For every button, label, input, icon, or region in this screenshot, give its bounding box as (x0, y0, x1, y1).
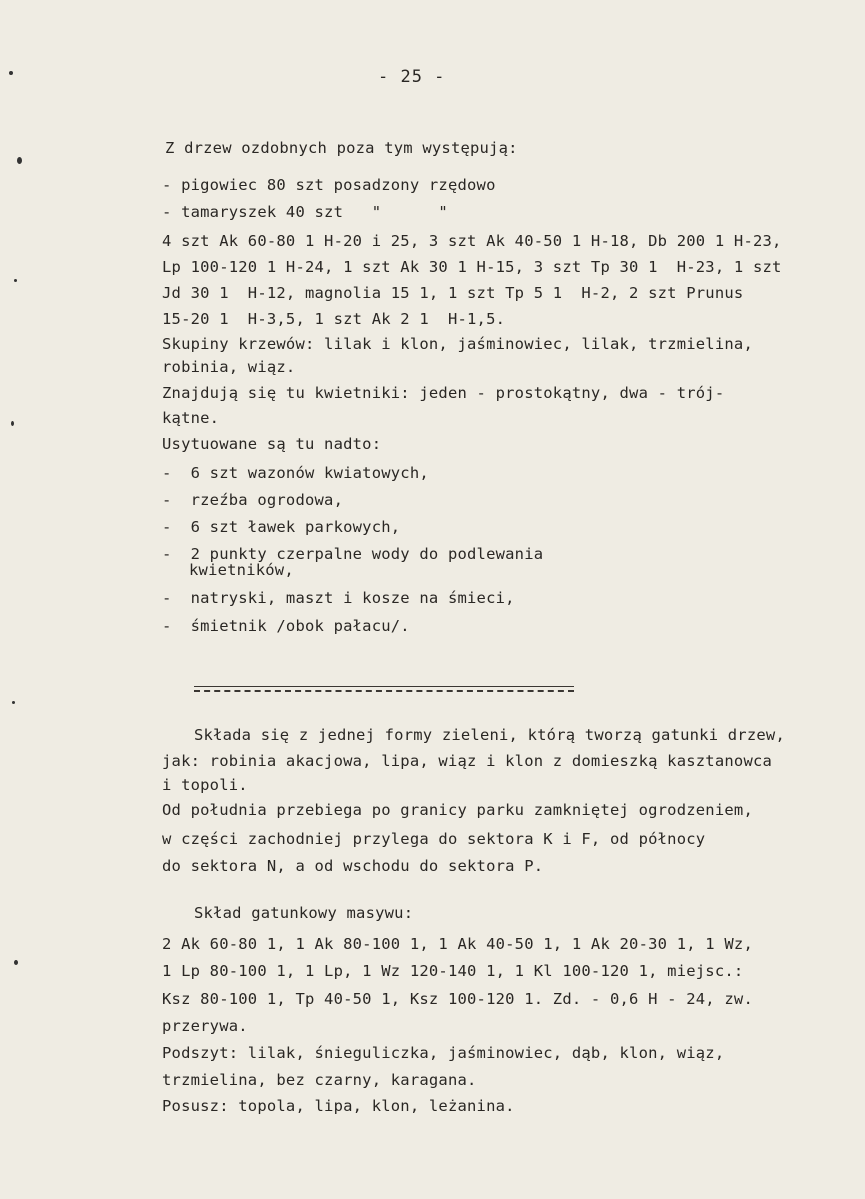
text-line: Składa się z jednej formy zieleni, którą tworzą gatunki drzew, (194, 726, 785, 744)
heading-underline-dashed (194, 690, 574, 692)
list-item: - tamaryszek 40 szt " " (162, 203, 448, 221)
text-line: Ksz 80-100 1, Tp 40-50 1, Ksz 100-120 1. Zd. - 0,6 H - 24, zw. (162, 990, 753, 1008)
text-line: trzmielina, bez czarny, karagana. (162, 1071, 477, 1089)
margin-mark (14, 279, 17, 282)
list-item: - pigowiec 80 szt posadzony rzędowo (162, 176, 496, 194)
text-line: Jd 30 1 H-12, magnolia 15 1, 1 szt Tp 5 1 H-2, 2 szt Prunus (162, 284, 744, 302)
text-line: Od południa przebiega po granicy parku zamkniętej ogrodzeniem, (162, 801, 753, 819)
list-item-continuation: kwietników, (189, 561, 294, 579)
text-line: przerywa. (162, 1017, 248, 1035)
text-line: kątne. (162, 409, 220, 427)
list-item: - śmietnik /obok pałacu/. (162, 617, 410, 635)
margin-mark (17, 157, 22, 164)
text-line: jak: robinia akacjowa, lipa, wiąz i klon z domieszką kasztanowca (162, 752, 773, 770)
text-line: 4 szt Ak 60-80 1 H-20 i 25, 3 szt Ak 40-50 1 H-18, Db 200 1 H-23, (162, 232, 782, 250)
heading-underline (194, 686, 574, 687)
text-line: 15-20 1 H-3,5, 1 szt Ak 2 1 H-1,5. (162, 310, 506, 328)
page-number: - 25 - (378, 67, 446, 87)
text-line: Skupiny krzewów: lilak i klon, jaśminowiec, lilak, trzmielina, (162, 335, 753, 353)
list-item: - rzeźba ogrodowa, (162, 491, 344, 509)
list-item: - 6 szt ławek parkowych, (162, 518, 401, 536)
list-item: - 2 punkty czerpalne wody do podlewania (162, 545, 544, 563)
margin-mark (14, 960, 18, 965)
subheading: Skład gatunkowy masywu: (194, 904, 414, 922)
text-line: Z drzew ozdobnych poza tym występują: (165, 139, 518, 157)
text-line: Podszyt: lilak, śnieguliczka, jaśminowiec, dąb, klon, wiąz, (162, 1044, 725, 1062)
margin-mark (9, 71, 13, 75)
text-line: Lp 100-120 1 H-24, 1 szt Ak 30 1 H-15, 3 szt Tp 30 1 H-23, 1 szt (162, 258, 782, 276)
margin-mark (11, 421, 14, 426)
text-line: 1 Lp 80-100 1, 1 Lp, 1 Wz 120-140 1, 1 Kl 100-120 1, miejsc.: (162, 962, 744, 980)
text-line: Usytuowane są tu nadto: (162, 435, 382, 453)
list-item: - 6 szt wazonów kwiatowych, (162, 464, 429, 482)
text-line: 2 Ak 60-80 1, 1 Ak 80-100 1, 1 Ak 40-50 1, 1 Ak 20-30 1, 1 Wz, (162, 935, 753, 953)
margin-mark (12, 701, 15, 704)
list-item: - natryski, maszt i kosze na śmieci, (162, 589, 515, 607)
text-line: Znajdują się tu kwietniki: jeden - prostokątny, dwa - trój- (162, 384, 725, 402)
text-line: i topoli. (162, 776, 248, 794)
text-line: robinia, wiąz. (162, 358, 296, 376)
text-line: do sektora N, a od wschodu do sektora P. (162, 857, 544, 875)
text-line: Posusz: topola, lipa, klon, leżanina. (162, 1097, 515, 1115)
text-line: w części zachodniej przylega do sektora K i F, od północy (162, 830, 706, 848)
